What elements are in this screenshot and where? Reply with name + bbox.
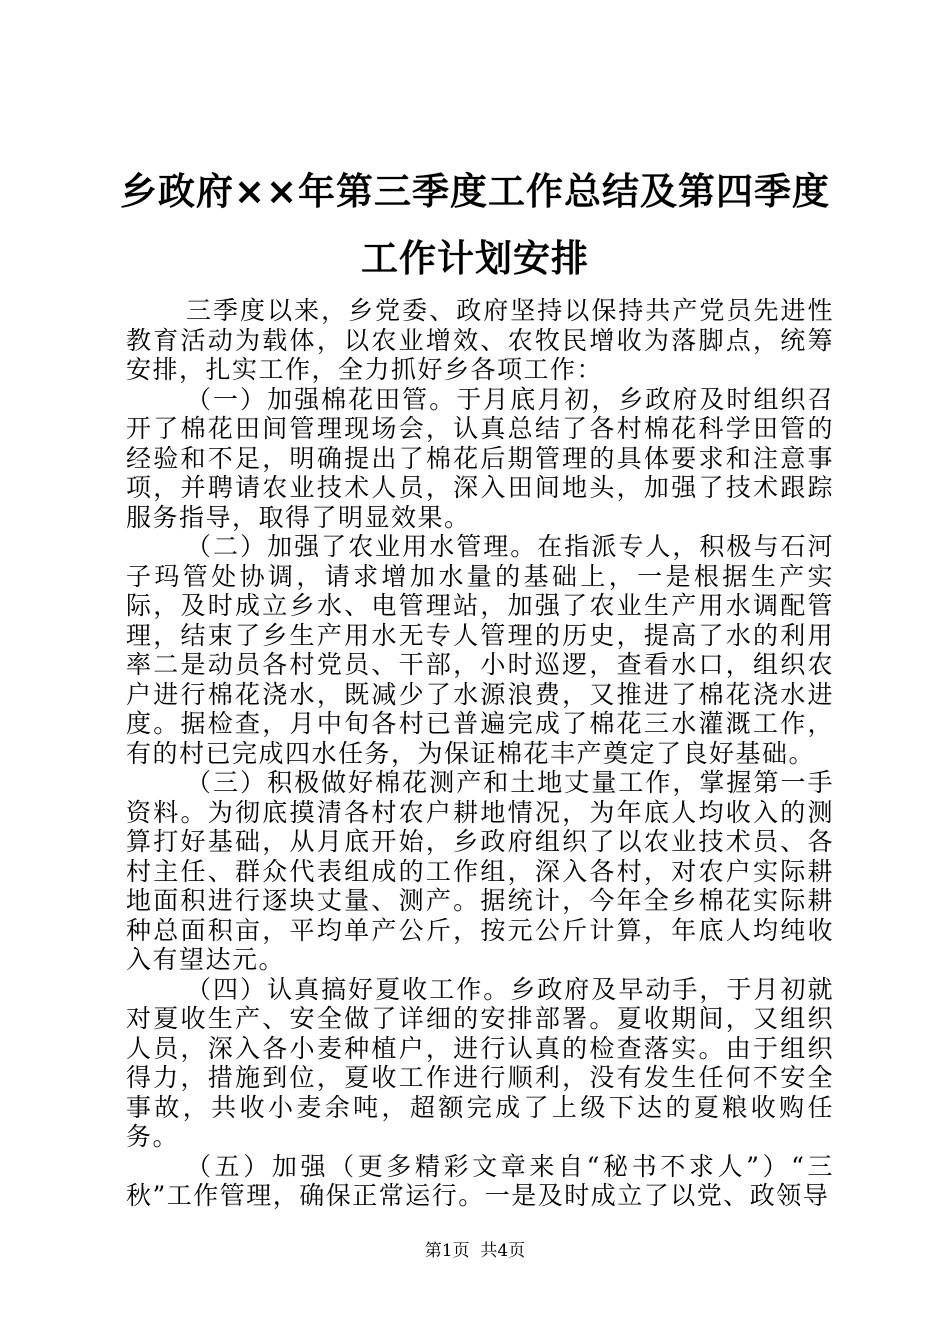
paragraph-section-5: （五）加强（更多精彩文章来自“秘书不求人”）“三秋”工作管理，确保正常运行。一是及时成立了以党、政领导 xyxy=(126,1151,834,1210)
paragraph-intro: 三季度以来，乡党委、政府坚持以保持共产党员先进性教育活动为载体，以农业增效、农牧民增收为落脚点，统筹安排，扎实工作，全力抓好乡各项工作： xyxy=(126,296,834,384)
document-body xyxy=(126,296,834,1211)
footer-separator xyxy=(470,1241,481,1261)
paragraph-section-2: （二）加强了农业用水管理。在指派专人，积极与石河子玛管处协调，请求增加水量的基础上，一是根据生产实际，及时成立乡水、电管理站，加强了农业生产用水调配管理，结束了乡生产用水无专人管理的历史，提高了水的利用率二是动员各村党员、干部，小时巡逻，查看水口，组织农户进行棉花浇水，既减少了水源浪费，又推进了棉花浇水进度。据检查，月中旬各村已普遍完成了棉花三水灌溉工作，有的村已完成四水任务，为保证棉花丰产奠定了良好基础。 xyxy=(126,532,834,768)
document-title: 乡政府××年第三季度工作总结及第四季度工作计划安排 xyxy=(120,170,831,280)
paragraph-section-1: （一）加强棉花田管。于月底月初，乡政府及时组织召开了棉花田间管理现场会，认真总结了各村棉花科学田管的经验和不足，明确提出了棉花后期管理的具体要求和注意事项，并聘请农业技术人员，深入田间地头，加强了技术跟踪服务指导，取得了明显效果。 xyxy=(126,384,834,532)
paragraph-section-3: （三）积极做好棉花测产和土地丈量工作，掌握第一手资料。为彻底摸清各村农户耕地情况，为年底人均收入的测算打好基础，从月底开始，乡政府组织了以农业技术员、各村主任、群众代表组成的工作组，深入各村，对农户实际耕地面积进行逐块丈量、测产。据统计，今年全乡棉花实际耕种总面积亩，平均单产公斤，按元公斤计算，年底人均纯收入有望达元。 xyxy=(126,768,834,974)
page-number: 第1页 xyxy=(424,1241,470,1261)
paragraph-section-4: （四）认真搞好夏收工作。乡政府及早动手，于月初就对夏收生产、安全做了详细的安排部署。夏收期间，又组织人员，深入各小麦种植户，进行认真的检查落实。由于组织得力，措施到位，夏收工作进行顺利，没有发生任何不安全事故，共收小麦余吨，超额完成了上级下达的夏粮收购任务。 xyxy=(126,974,834,1151)
page-total: 共4页 xyxy=(480,1241,526,1261)
page-footer xyxy=(0,1240,950,1262)
